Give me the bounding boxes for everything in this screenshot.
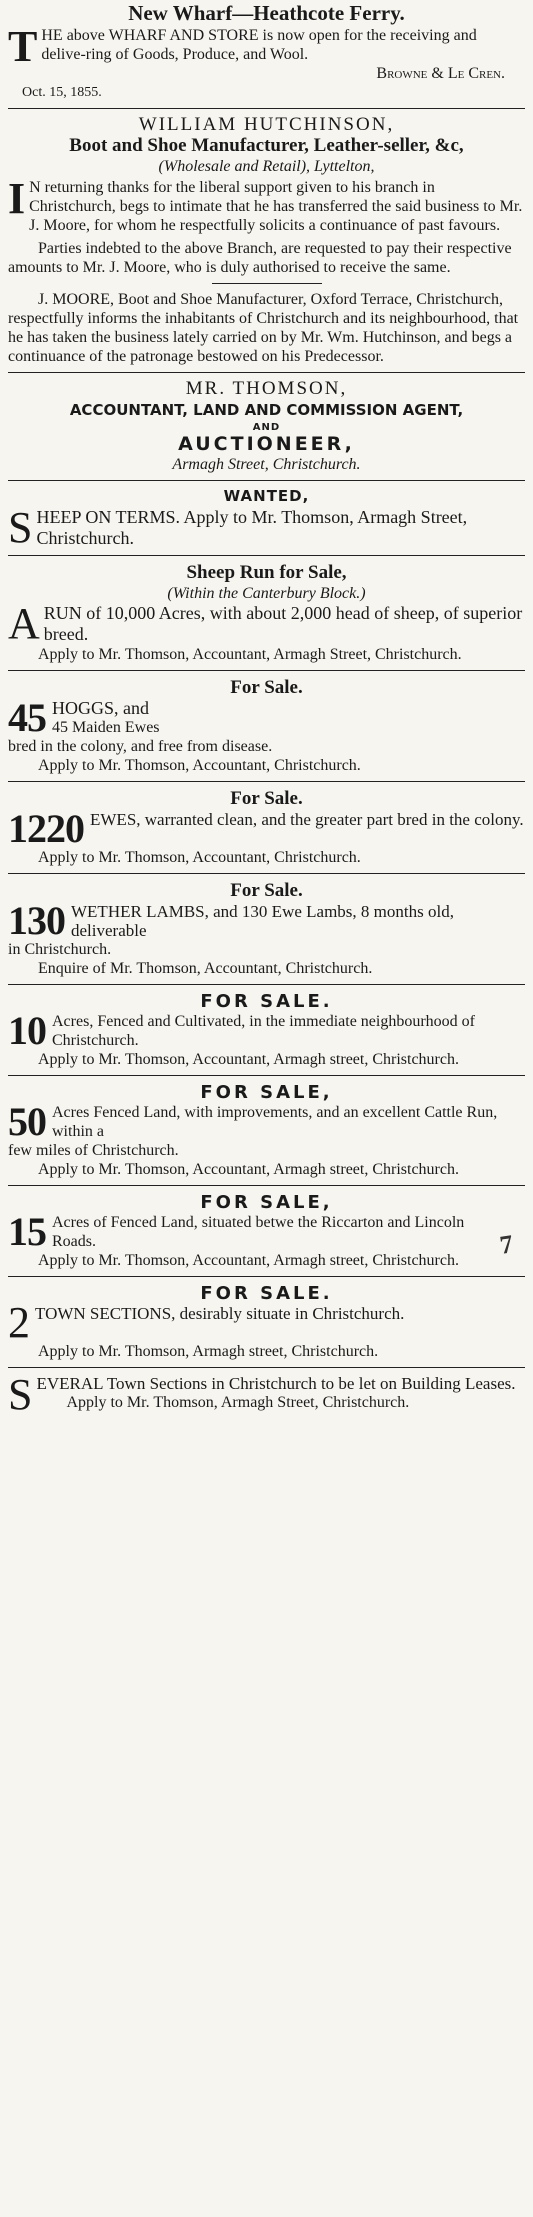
ad-text: EWES, warranted clean, and the greater part bred in the colony. [90, 810, 524, 829]
ad-lead [8, 1209, 525, 1254]
ad-heading: For Sale. [230, 677, 303, 698]
ad-heading: FOR SALE, [200, 1192, 333, 1213]
column-divider [8, 1367, 525, 1368]
ad-sheep-run [8, 562, 525, 664]
ad-lead [8, 898, 525, 943]
ad-address: Armagh Street, Christchurch. [172, 456, 361, 473]
ad-text: TOWN SECTIONS, desirably situate in Christchurch. [35, 1304, 405, 1323]
ad-building-leases [8, 1370, 525, 1419]
big-number: 10 [8, 1008, 46, 1053]
big-number: 1220 [8, 806, 84, 851]
drop-cap: S [8, 1370, 33, 1419]
ad-para [8, 174, 525, 235]
ad-wanted [8, 487, 525, 552]
ad-apply: Apply to Mr. Thomson, Accountant, Armagh street, Christchurch. [38, 1161, 459, 1178]
ad-text: EVERAL Town Sections in Christchurch to be let on Building Leases. [36, 1374, 516, 1393]
ad-text: RUN of 10,000 Acres, with about 2,000 head of sheep, of superior breed. [43, 603, 523, 644]
ad-apply: Apply to Mr. Thomson, Accountant, Armagh street, Christchurch. [38, 1252, 459, 1269]
ad-text: Acres of Fenced Land, situated betwe the Riccarton and Lincoln Roads. [52, 1214, 465, 1250]
ad-lead [8, 1008, 525, 1053]
ad-text: WETHER LAMBS, and 130 Ewe Lambs, 8 months old, deliverable [71, 902, 454, 940]
big-number: 2 [8, 1298, 29, 1347]
drop-cap: T [8, 22, 38, 71]
ad-para: Parties indebted to the above Branch, are requested to pay their respective amounts to Mr. J. Moore, who is duly authorised to receive the same. [8, 240, 512, 276]
ad-heading: For Sale. [230, 788, 303, 809]
column-divider [8, 873, 525, 874]
ad-body: bred in the colony, and free from disease. [8, 738, 273, 755]
ad-lead [8, 1298, 525, 1347]
ad-auctioneer: AUCTIONEER, [178, 433, 355, 455]
ad-sub: (Within the Canterbury Block.) [167, 585, 366, 602]
ad-sub: (Wholesale and Retail), Lyttelton, [158, 158, 375, 175]
column-divider [8, 781, 525, 782]
ad-town-sections [8, 1283, 525, 1361]
ad-line: HOGGS, and [52, 698, 149, 718]
ad-body: few miles of Christchurch. [8, 1142, 179, 1159]
ad-apply: Apply to Mr. Thomson, Accountant, Armagh Street, Christchurch. [38, 646, 462, 663]
ad-trade: Boot and Shoe Manufacturer, Leather-seller, &c, [69, 135, 464, 156]
ad-body [8, 599, 525, 648]
ad-text: Acres, Fenced and Cultivated, in the immediate neighbourhood of Christchurch. [52, 1013, 475, 1049]
ad-ewes [8, 788, 525, 867]
ad-wether-lambs [8, 880, 525, 978]
ad-apply: Apply to Mr. Thomson, Armagh Street, Christchurch. [66, 1394, 410, 1411]
column-divider [8, 108, 525, 109]
column-divider [8, 1276, 525, 1277]
ad-name: MR. THOMSON, [185, 378, 348, 399]
column-divider [8, 480, 525, 481]
ad-wharf [8, 0, 525, 102]
ad-heading: For Sale. [230, 880, 303, 901]
ad-title: New Wharf—Heathcote Ferry. [128, 1, 405, 25]
ad-10-acres [8, 991, 525, 1069]
ad-text: N returning thanks for the liberal support given to his branch in Christchurch, begs to intimate that he has transferred the said business to Mr. J. Moore, for whom he respectfully solicits a continuance of past favours. [29, 179, 523, 234]
big-number: 130 [8, 898, 65, 943]
ad-lead-lines [52, 699, 160, 737]
drop-cap: S [8, 503, 33, 552]
column-divider [8, 1185, 525, 1186]
ad-apply: Apply to Mr. Thomson, Accountant, Armagh street, Christchurch. [38, 1051, 459, 1068]
ad-body [8, 22, 525, 71]
big-number: 45 [8, 695, 46, 740]
big-number: 15 [8, 1209, 46, 1254]
handwritten-mark: 7 [497, 1229, 515, 1260]
ad-heading: FOR SALE. [200, 1283, 333, 1304]
ad-date: Oct. 15, 1855. [22, 85, 102, 100]
ad-name: WILLIAM HUTCHINSON, [138, 114, 395, 135]
ad-lead [8, 695, 525, 740]
drop-cap: A [8, 599, 40, 648]
big-number: 50 [8, 1099, 46, 1144]
ad-apply: Apply to Mr. Thomson, Armagh street, Christchurch. [38, 1343, 379, 1360]
ad-heading: WANTED, [223, 487, 310, 505]
ad-and: AND [252, 422, 281, 433]
ad-apply: Apply to Mr. Thomson, Accountant, Christchurch. [38, 849, 361, 866]
column-divider [8, 984, 525, 985]
ad-text: HE above WHARF AND STORE is now open for the receiving and delive-ring of Goods, Produce, and Wool. [41, 27, 477, 63]
ad-signature: Browne & Le Cren. [376, 65, 505, 82]
ad-heading: Sheep Run for Sale, [186, 562, 347, 583]
ad-text: HEEP ON TERMS. Apply to Mr. Thomson, Armagh Street, Christchurch. [36, 507, 468, 548]
ad-para: J. MOORE, Boot and Shoe Manufacturer, Oxford Terrace, Christchurch, respectfully informs the inhabitants of Christchurch and its neighbourhood, that he has taken the business lately carried on by Mr. Wm. Hutchinson, and begs a continuance of the patronage bestowed on his Predecessor. [8, 291, 519, 365]
ad-50-acres [8, 1082, 525, 1179]
ad-hoggs [8, 677, 525, 775]
ad-heading: FOR SALE, [200, 1082, 333, 1103]
ad-heading: FOR SALE. [200, 991, 333, 1012]
ad-apply: Apply to Mr. Thomson, Accountant, Christchurch. [38, 757, 361, 774]
ad-lead [8, 806, 525, 851]
column-divider [8, 555, 525, 556]
ad-apply: Enquire of Mr. Thomson, Accountant, Christchurch. [38, 960, 373, 977]
column-divider [8, 1075, 525, 1076]
ad-line: 45 Maiden Ewes [52, 719, 160, 736]
ad-lead [8, 1099, 525, 1144]
column-divider [8, 670, 525, 671]
ad-body: in Christchurch. [8, 941, 112, 958]
ad-body [8, 503, 525, 552]
ad-role: ACCOUNTANT, LAND AND COMMISSION AGENT, [69, 401, 464, 419]
drop-cap: I [8, 174, 26, 223]
ad-hutchinson [8, 115, 525, 366]
short-rule [212, 283, 322, 284]
ad-text: Acres Fenced Land, with improvements, and an excellent Cattle Run, within a [52, 1104, 498, 1140]
ad-15-acres [8, 1192, 525, 1270]
column-divider [8, 372, 525, 373]
ad-thomson-agent [8, 379, 525, 474]
